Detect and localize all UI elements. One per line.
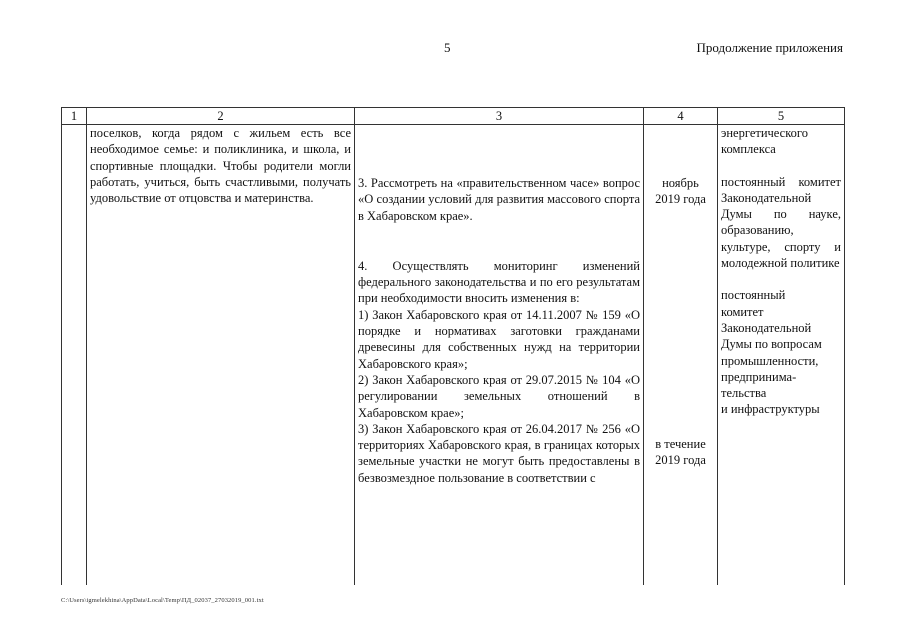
appendix-table (61, 107, 845, 585)
empty-cell (62, 125, 87, 586)
page-number: 5 (444, 40, 451, 55)
responsible-continued: энергетического комплекса (721, 126, 808, 157)
measures-cell (355, 125, 644, 586)
table-row (62, 125, 845, 586)
responsible-line: и инфраструктуры (721, 402, 820, 417)
responsible-line: Думы по вопросам (721, 337, 822, 352)
law-item-1: 1) Закон Хабаровского края от 14.11.2007 № 159 «О порядке и нормативах заготовки гражданами древесины для собственных нужд на территории Хабаровского края»; (358, 307, 640, 371)
deadline-line: в течение (655, 436, 706, 451)
law-item-2: 2) Закон Хабаровского края от 29.07.2015 № 104 «О регулировании земельных отношений в Хабаровском крае»; (358, 372, 640, 420)
column-number: 4 (644, 108, 718, 125)
responsible-cell (718, 125, 845, 586)
deadline-item-3 (647, 175, 714, 208)
description-text: поселков, когда рядом с жильем есть все необходимое семье: и поликлиника, и школа, и спортивные площадки. Чтобы родители могли работать, учиться, быть счастливыми, получать удовольствие от отцовства и материнства. (90, 126, 351, 206)
continuation-label: Продолжение приложения (696, 40, 843, 55)
measure-item-3: 3. Рассмотреть на «правительственном часе» вопрос «О создании условий для развития массового спорта в Хабаровском крае». (358, 176, 640, 223)
column-number-row (62, 108, 845, 125)
responsible-line: постоянный (721, 288, 786, 303)
responsible-item-3: постоянный комитет Законодательной Думы по науке, образованию, культуре, спорту и молодежной политике (721, 174, 841, 271)
deadline-line: 2019 года (655, 452, 706, 467)
responsible-line: предпринима- (721, 369, 797, 384)
responsible-line: промышленности, (721, 353, 819, 368)
column-number: 5 (718, 108, 845, 125)
law-item-3: 3) Закон Хабаровского края от 26.04.2017 № 256 «О территориях Хабаровского края, в границах которых земельные участки не могут быть предоставлены в безвозмездное пользование в соответствии с (358, 421, 640, 485)
deadline-item-4 (647, 436, 714, 469)
responsible-line: Законодательной (721, 320, 812, 335)
description-cell (87, 125, 355, 586)
deadline-cell (644, 125, 718, 586)
deadline-line: 2019 года (655, 192, 706, 207)
deadline-line: ноябрь (662, 176, 699, 190)
measure-item-4: 4. Осуществлять мониторинг изменений федерального законодательства и по его результатам при необходимости вносить изменения в: (358, 258, 640, 306)
responsible-item-4 (721, 287, 841, 417)
column-number: 3 (355, 108, 644, 125)
column-number: 1 (62, 108, 87, 125)
footer-file-path: C:\Users\igmelekhina\AppData\Local\Temp\ПД_02037_27032019_001.txt (61, 597, 264, 604)
column-number: 2 (87, 108, 355, 125)
responsible-line: комитет (721, 304, 764, 319)
responsible-line: тельства (721, 386, 767, 401)
